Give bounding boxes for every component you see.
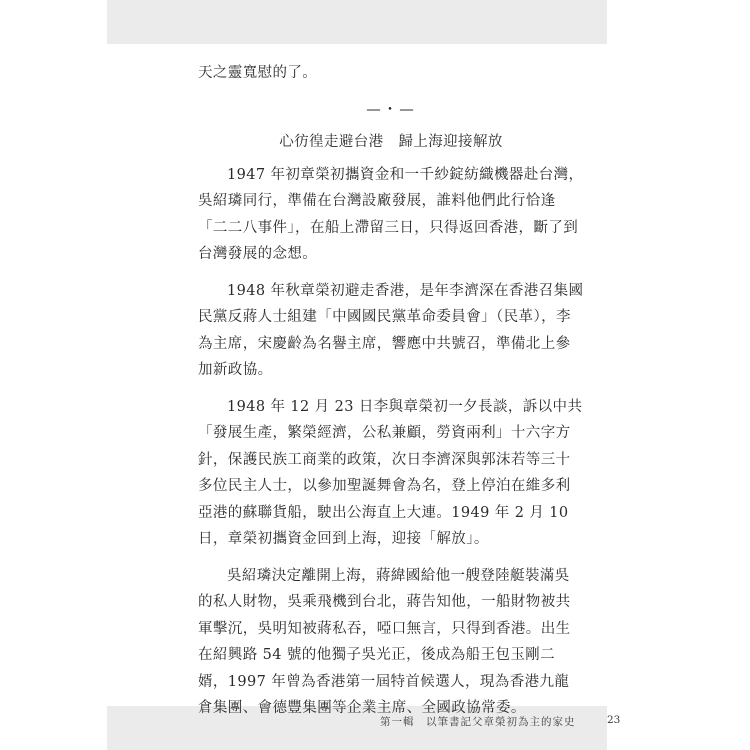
section-heading: 心彷徨走避台港 歸上海迎接解放 [279,134,503,150]
paragraph-3: 1948 年 12 月 23 日李與章榮初一夕長談，訴以中共「發展生產，繁榮經濟，公私兼顧，勞資兩利」十六字方針，保護民族工商業的政策，次日李濟深與郭沫若等三十多位民主人士，以參加聖誕舞會為名，登上停泊在維多利亞港的蘇聯貨船，駛出公海直上大連。1949 年 2 月 10 日，章榮初攜資金回到上海，迎接「解放」。 [198,398,583,547]
page-body [198,60,584,732]
section-divider: —・— [366,101,416,118]
chapter-title: 第一輯 以筆書記父章榮初為主的家史 [380,716,576,728]
opening-line: 天之靈寬慰的了。 [198,65,318,81]
paragraph-4: 吳紹璘決定離開上海，蔣緯國給他一艘登陸艇裝滿吳的私人財物，吳乘飛機到台北，蔣告知他，一船財物被共軍擊沉，吳明知被蔣私吞，啞口無言，只得到香港。出生在紹興路 54 號的他獨子吳光正，後成為船王包玉剛二婿，1997 年曾為香港第一屆特首候選人，現為香港九龍倉集團、會德豐集團等企業主席、全國政協常委。 [198,567,571,716]
paragraph-2: 1948 年秋章榮初避走香港，是年李濟深在香港召集國民黨反蔣人士組建「中國國民黨革命委員會」（民革），李為主席，宋慶齡為名譽主席，響應中共號召，準備北上參加新政協。 [198,282,584,378]
page-footer [380,714,620,729]
page-number: 23 [607,714,621,726]
paragraph-1: 1947 年初章榮初攜資金和一千紗錠紡織機器赴台灣，吳紹璘同行，準備在台灣設廠發展，誰料他們此行恰逢「二二八事件」，在船上滯留三日，只得返回香港，斷了到台灣發展的念想。 [198,166,584,262]
